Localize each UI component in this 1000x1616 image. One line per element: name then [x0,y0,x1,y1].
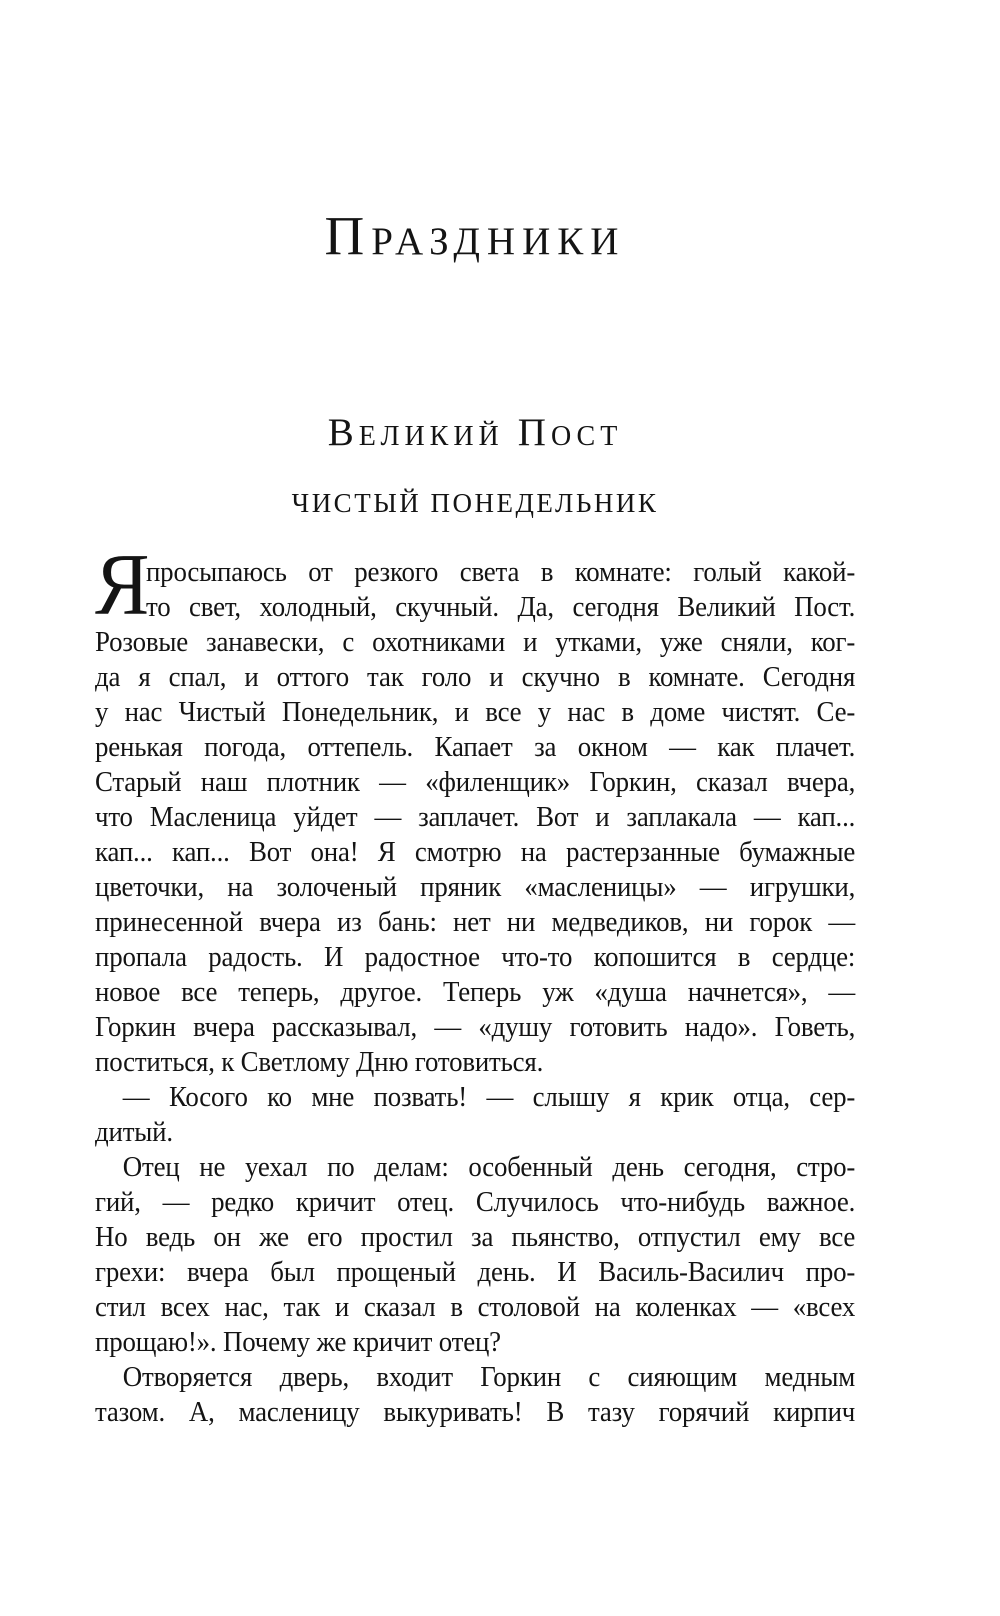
text-line: дитый. [95,1116,173,1148]
section-title: ЧИСТЫЙ ПОНЕДЕЛЬНИК [291,488,659,518]
text-line: кап... кап... Вот она! Я смотрю на растерзанные бумажные [95,836,856,868]
text-line: цветочки, на золоченый пряник «масленицы» — игрушки, [95,871,856,903]
paragraph [95,1080,855,1150]
text-line: Отворяется дверь, входит Горкин с сияющим медным [122,1361,856,1393]
chapter-title-word1-rest: ЕЛИКИЙ [358,421,504,452]
paragraph [95,1360,855,1430]
text-line: гий, — редко кричит отец. Случилось что-нибудь важное. [95,1186,856,1218]
paragraph [95,1150,855,1360]
text-line: да я спал, и оттого так голо и скучно в комнате. Сегодня [95,661,856,693]
text-line: новое все теперь, другое. Теперь уж «душа начнется», — [95,976,856,1008]
text-line: стил всех нас, так и сказал в столовой на коленках — «всех [95,1291,856,1323]
text-line: ренькая погода, оттепель. Капает за окном — как плачет. [95,731,856,763]
part-title [95,205,855,278]
text-line: Отец не уехал по делам: особенный день сегодня, стро- [122,1151,856,1183]
chapter-title-word [327,411,504,454]
chapter-title-word1-initial: В [327,411,359,454]
text-line: принесенной вчера из бань: нет ни медведиков, ни горок — [95,906,856,938]
text-line: Но ведь он же его простил за пьянство, отпустил ему все [95,1221,856,1253]
text-line: что Масленица уйдет — заплачет. Вот и заплакала — кап... [95,801,856,833]
text-line: просыпаюсь от резкого света в комнате: голый какой- [145,556,856,588]
text-line: пропала радость. И радостное что-то копошится в сердце: [95,941,856,973]
text-line: тазом. А, масленицу выкуривать! В тазу горячий кирпич [95,1396,856,1428]
text-line: прощаю!». Почему же кричит отец? [95,1326,501,1358]
chapter-title-word [517,411,623,454]
text-line: Розовые занавески, с охотниками и утками, уже сняли, ког- [95,626,856,658]
drop-cap: Я [95,537,150,634]
chapter-title-word2-rest: ОСТ [550,421,623,452]
text-line: Горкин вчера рассказывал, — «душу готовить надо». Говеть, [95,1011,856,1043]
text-line: поститься, к Светлому Дню готовиться. [95,1046,544,1078]
text-line: — Косого ко мне позвать! — слышу я крик отца, сер- [122,1081,856,1113]
part-title-initial: П [324,205,372,266]
text-line: Старый наш плотник — «филенщик» Горкин, сказал вчера, [95,766,856,798]
text-line: то свет, холодный, скучный. Да, сегодня Великий Пост. [145,591,856,623]
text-line: грехи: вчера был прощеный день. И Василь-Василич про- [95,1256,856,1288]
chapter-title-word2-initial: П [517,411,551,454]
paragraph [95,537,856,1080]
chapter-title [95,412,855,462]
text-line: у нас Чистый Понедельник, и все у нас в доме чистят. Се- [95,696,856,728]
body-text [95,537,856,1430]
part-title-rest: РАЗДНИКИ [371,220,626,263]
